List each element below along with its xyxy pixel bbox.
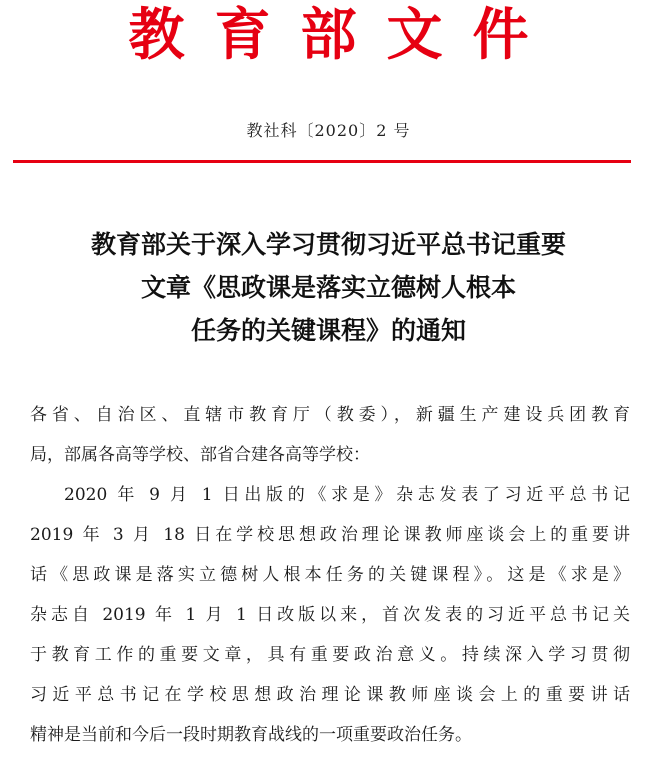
paragraph-line: 2019 年 3 月 18 日在学校思想政治理论课教师座谈会上的重要讲: [30, 525, 630, 545]
notice-title-line: 文章《思政课是落实立德树人根本: [140, 273, 516, 302]
masthead: [0, 0, 657, 70]
paragraph-line: 于教育工作的重要文章，具有重要政治意义。持续深入学习贯彻: [30, 645, 630, 665]
paragraph-line: 杂志自 2019 年 1 月 1 日改版以来，首次发表的习近平总书记关: [30, 605, 630, 625]
paragraph-line: 习近平总书记在学校思想政治理论课教师座谈会上的重要讲话: [30, 685, 630, 705]
paragraph-line: 精神是当前和今后一段时期教育战线的一项重要政治任务。: [30, 725, 472, 745]
masthead-title: 教育部文件: [128, 2, 559, 68]
notice-title: [0, 223, 657, 352]
notice-title-line: 任务的关键课程》的通知: [190, 316, 466, 345]
paragraph-line: 话《思政课是落实立德树人根本任务的关键课程》。这是《求是》: [30, 565, 630, 585]
notice-title-line: 教育部关于深入学习贯彻习近平总书记重要: [90, 230, 566, 259]
paragraph-line: 2020 年 9 月 1 日出版的《求是》杂志发表了习近平总书记: [64, 485, 630, 505]
red-divider-rule: [13, 160, 631, 163]
document-number: 教社科〔2020〕2 号: [246, 121, 411, 140]
notice-body: [30, 395, 630, 755]
addressee-line: 局，部属各高等学校、部省合建各高等学校：: [30, 445, 370, 465]
addressee-line: 各省、自治区、直辖市教育厅（教委），新疆生产建设兵团教育: [30, 405, 630, 425]
